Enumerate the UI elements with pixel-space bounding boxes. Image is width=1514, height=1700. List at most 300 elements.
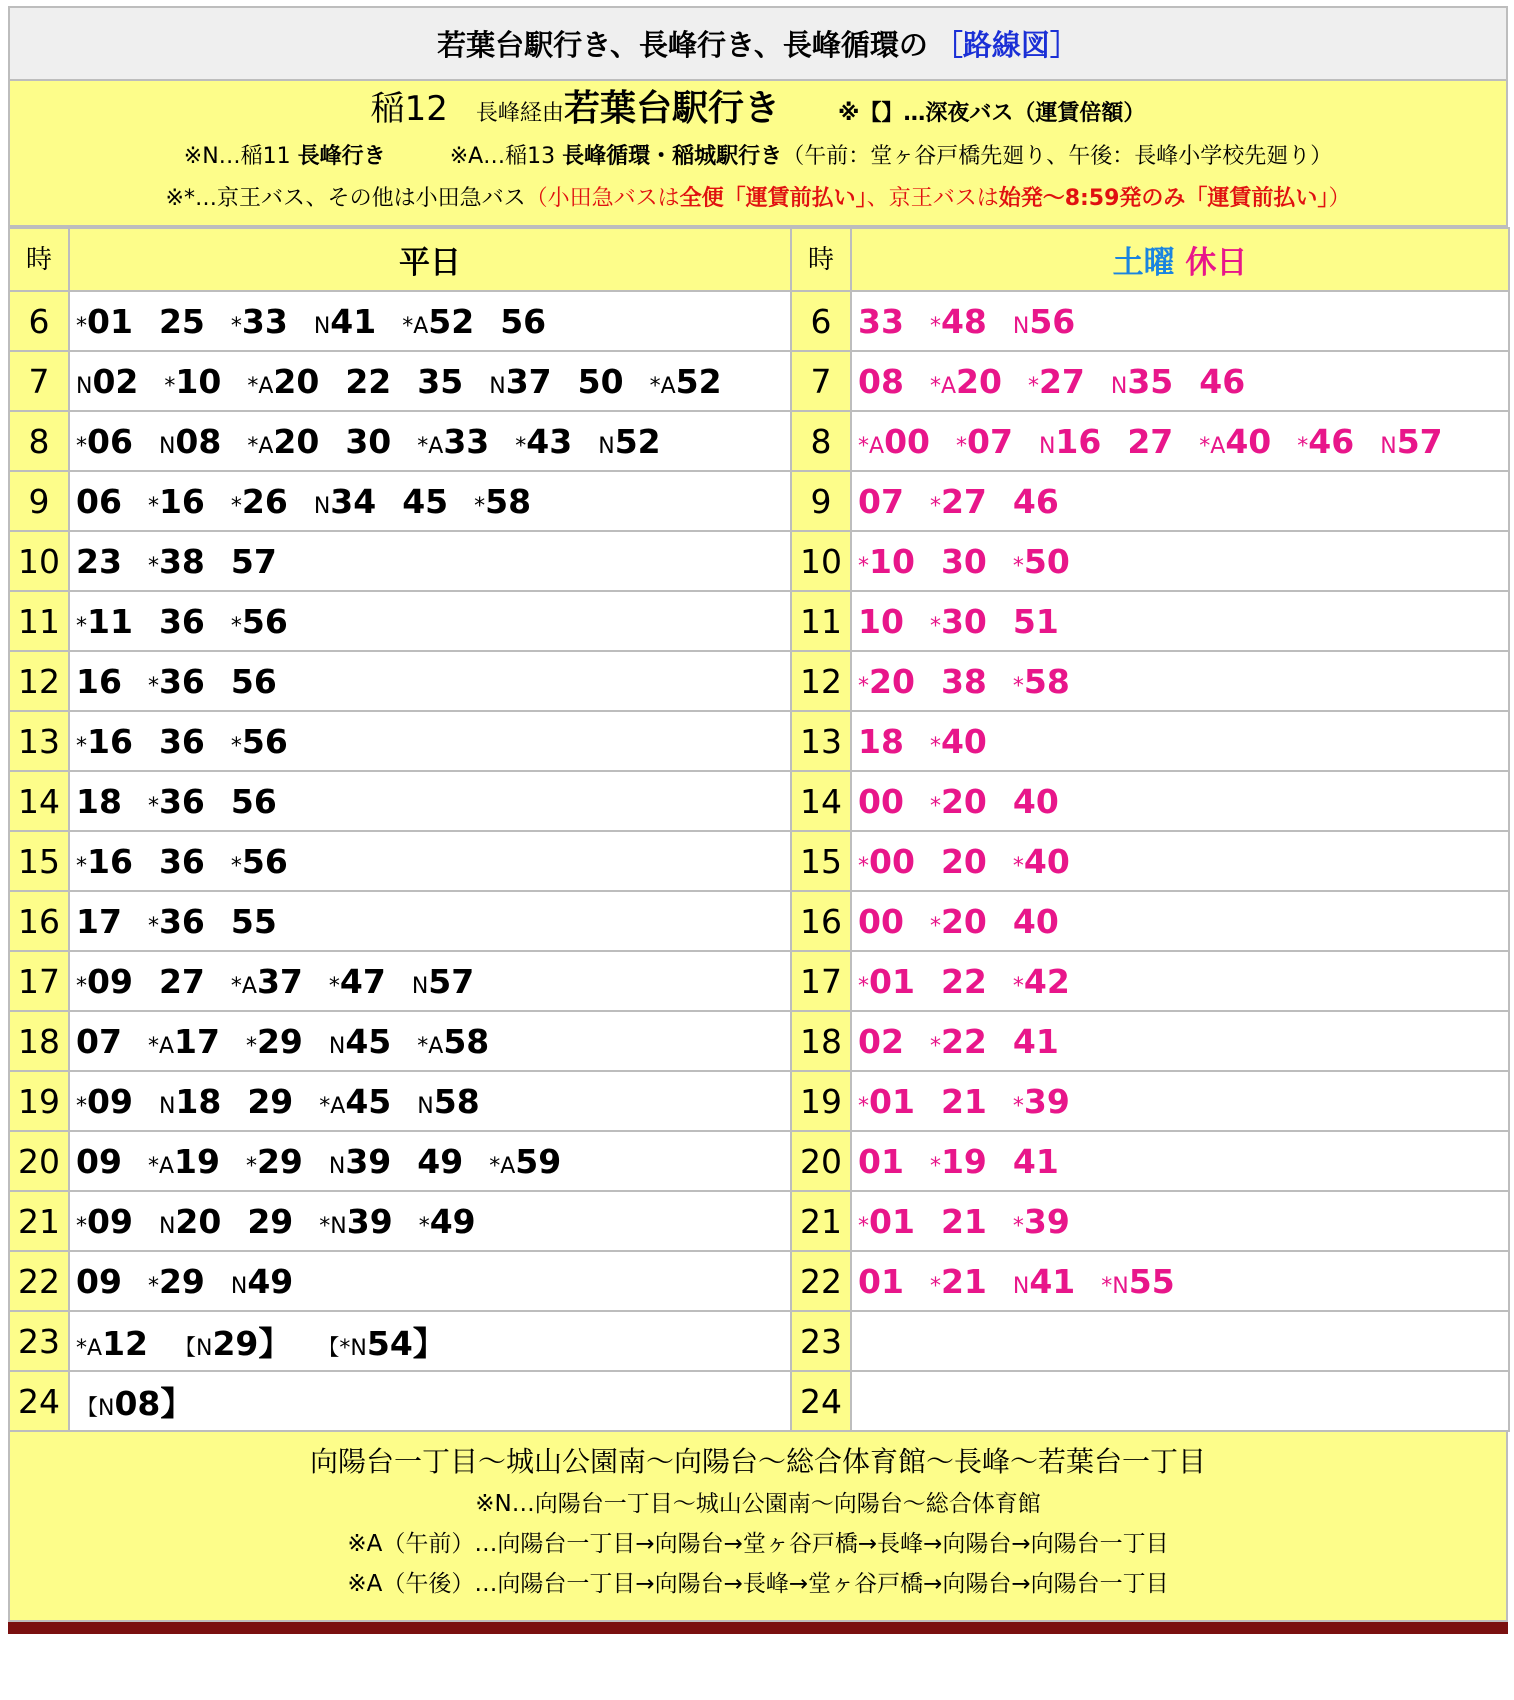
table-row [9, 651, 1509, 711]
departure-minute: 48 [940, 301, 987, 341]
departure-prefix: *A [230, 973, 257, 999]
departure-time [930, 362, 1002, 401]
departure-prefix: * [418, 1213, 430, 1239]
departure-prefix: *A [417, 1033, 444, 1059]
departure-time [76, 1202, 133, 1241]
departure-prefix: * [76, 613, 87, 639]
departure-time [1039, 422, 1101, 461]
departure-time [159, 962, 205, 1001]
weekend-departures [851, 831, 1509, 891]
weekday-departures [69, 411, 791, 471]
departure-prefix: N [1012, 1273, 1030, 1299]
departure-minute: 36 [158, 781, 205, 821]
departure-minute: 41 [330, 301, 377, 341]
departure-prefix: * [147, 553, 159, 579]
departure-time [329, 962, 386, 1001]
departure-time [159, 302, 205, 341]
route-via: 長峰経由 [475, 101, 564, 126]
weekend-departures [851, 711, 1509, 771]
departure-prefix: *A [489, 1153, 516, 1179]
departure-minute: 08】 [114, 1383, 194, 1423]
weekend-departures [851, 591, 1509, 651]
departure-time [247, 422, 319, 461]
weekday-departures [69, 531, 791, 591]
timetable-header [9, 228, 1509, 291]
departure-time [858, 602, 904, 641]
route-main-stops: 向陽台一丁目〜城山公園南〜向陽台〜総合体育館〜長峰〜若葉台一丁目 [309, 1445, 1206, 1478]
departure-prefix: * [1012, 1213, 1024, 1239]
route-a-am-stops: ※A（午前）…向陽台一丁目→向陽台→堂ヶ谷戸橋→長峰→向陽台→向陽台一丁目 [347, 1531, 1169, 1557]
departure-time [1013, 542, 1070, 581]
departure-time [1127, 422, 1173, 461]
departure-prefix: *A [147, 1033, 174, 1059]
departure-minute: 09 [87, 961, 133, 1001]
a-note-dest: 長峰循環・稲城駅行き [562, 144, 783, 169]
departure-time [650, 362, 722, 401]
weekday-departures [69, 351, 791, 411]
departure-minute: 43 [526, 421, 573, 461]
departure-time [231, 602, 288, 641]
departure-minute: 58 [1023, 661, 1070, 701]
departure-time [164, 362, 221, 401]
departure-prefix: * [230, 493, 242, 519]
weekday-departures [69, 771, 791, 831]
hour-cell: 15 [791, 831, 851, 891]
departure-time [930, 902, 987, 941]
hour-cell: 7 [791, 351, 851, 411]
departure-prefix: *A [247, 373, 274, 399]
departure-time [1013, 482, 1059, 521]
departure-time [159, 722, 205, 761]
departure-minute: 19 [174, 1141, 220, 1181]
departure-prefix: * [474, 493, 486, 519]
departure-minute: 40 [1012, 781, 1059, 821]
departure-time [930, 1142, 987, 1181]
weekday-departures [69, 951, 791, 1011]
departure-minute: 07 [76, 1021, 122, 1061]
departure-prefix: N [158, 1213, 176, 1239]
departure-minute: 40 [1225, 421, 1272, 461]
a-note-detail: （午前：堂ヶ谷戸橋先廻り、午後：長峰小学校先廻り） [782, 144, 1333, 169]
departure-minute: 49 [417, 1141, 464, 1181]
departure-minute: 16 [87, 841, 133, 881]
departure-minute: 56 [241, 721, 288, 761]
hour-header: 時 [9, 228, 69, 291]
departure-minute: 30 [940, 541, 987, 581]
departure-prefix: * [1012, 973, 1024, 999]
departure-prefix: *A [402, 313, 429, 339]
departure-time [417, 362, 463, 401]
departure-minute: 01 [858, 1261, 904, 1301]
departure-minute: 56 [230, 781, 277, 821]
departure-time [1013, 1082, 1070, 1121]
departure-minute: 21 [940, 1201, 987, 1241]
departure-time [941, 1082, 987, 1121]
departure-time [1013, 782, 1059, 821]
departure-prefix: 【N [174, 1335, 213, 1361]
departure-minute: 39 [1023, 1201, 1070, 1241]
departure-minute: 56 [241, 601, 288, 641]
departure-prefix: *A [417, 433, 444, 459]
hour-cell: 8 [9, 411, 69, 471]
departure-minute: 45 [345, 1081, 392, 1121]
hour-cell: 18 [9, 1011, 69, 1071]
hour-cell: 6 [791, 291, 851, 351]
night-bus-note: ※【】…深夜バス（運賃倍額） [837, 101, 1146, 126]
departure-time [329, 1142, 391, 1181]
departure-prefix: * [1012, 553, 1024, 579]
departure-prefix: * [164, 373, 176, 399]
departure-minute: 59 [515, 1141, 562, 1181]
departure-minute: 45 [402, 481, 449, 521]
departure-time [247, 1082, 293, 1121]
departure-minute: 46 [1199, 361, 1246, 401]
departure-prefix: * [230, 853, 242, 879]
departure-time [1013, 902, 1059, 941]
departure-minute: 01 [869, 1081, 915, 1121]
departure-time [246, 1142, 303, 1181]
departure-prefix: * [1297, 433, 1309, 459]
weekend-departures [851, 471, 1509, 531]
departure-minute: 58 [433, 1081, 480, 1121]
departure-time [159, 422, 221, 461]
departure-prefix: *A [649, 373, 676, 399]
keio-note: ※*…京王バス、その他は小田急バス [165, 186, 526, 211]
departure-time [858, 362, 904, 401]
departure-prefix: * [76, 733, 87, 759]
departure-prefix: * [230, 613, 242, 639]
departure-time [76, 1378, 193, 1425]
departure-minute: 16 [158, 481, 205, 521]
departure-minute: 22 [940, 1021, 987, 1061]
weekend-departures [851, 1011, 1509, 1071]
departure-prefix: * [515, 433, 527, 459]
departure-time [148, 902, 205, 941]
table-row [9, 831, 1509, 891]
departure-minute: 30 [940, 601, 987, 641]
departure-time [419, 1202, 476, 1241]
departure-time [858, 782, 904, 821]
hour-cell: 13 [791, 711, 851, 771]
departure-minute: 38 [158, 541, 205, 581]
hour-cell: 22 [9, 1251, 69, 1311]
departure-minute: 37 [505, 361, 552, 401]
departure-time [247, 1202, 293, 1241]
table-row [9, 711, 1509, 771]
departure-time [930, 1022, 987, 1061]
departure-time [1013, 1142, 1059, 1181]
hour-cell: 18 [791, 1011, 851, 1071]
hour-cell: 20 [9, 1131, 69, 1191]
departure-minute: 11 [87, 601, 133, 641]
departure-time [148, 662, 205, 701]
hour-cell: 21 [791, 1191, 851, 1251]
departure-time [489, 362, 551, 401]
departure-minute: 33 [858, 301, 904, 341]
departure-time [858, 542, 915, 581]
departure-time [858, 1082, 915, 1121]
departure-minute: 51 [1012, 601, 1059, 641]
departure-minute: 18 [175, 1081, 222, 1121]
departure-time [148, 1022, 220, 1061]
departure-minute: 26 [241, 481, 288, 521]
departure-prefix: * [76, 973, 87, 999]
hour-cell: 23 [791, 1311, 851, 1371]
departure-time [148, 1262, 205, 1301]
departure-time [858, 1022, 904, 1061]
table-row [9, 471, 1509, 531]
departure-time [76, 722, 133, 761]
departure-minute: 00 [858, 901, 904, 941]
departure-minute: 27 [940, 481, 987, 521]
fare-note-2: 、京王バスは [866, 186, 999, 211]
weekday-departures [69, 1071, 791, 1131]
departure-minute: 36 [158, 661, 205, 701]
weekend-departures [851, 1191, 1509, 1251]
departure-time [858, 1262, 904, 1301]
hour-cell: 11 [791, 591, 851, 651]
hour-cell: 19 [9, 1071, 69, 1131]
departure-time [159, 1082, 221, 1121]
departure-minute: 18 [76, 781, 122, 821]
table-row [9, 1191, 1509, 1251]
departure-time [1013, 662, 1070, 701]
departure-minute: 41 [1012, 1021, 1059, 1061]
departure-minute: 57 [230, 541, 277, 581]
timetable [8, 227, 1510, 1432]
table-row [9, 1311, 1509, 1371]
departure-time [1101, 1262, 1174, 1301]
departure-minute: 41 [1029, 1261, 1076, 1301]
weekday-departures [69, 591, 791, 651]
departure-minute: 18 [858, 721, 904, 761]
departure-minute: 07 [967, 421, 1013, 461]
departure-prefix: * [1012, 673, 1024, 699]
departure-minute: 39 [345, 1141, 392, 1181]
departure-prefix: N [1012, 313, 1030, 339]
departure-time [76, 422, 133, 461]
departure-time [930, 722, 987, 761]
weekday-departures [69, 1191, 791, 1251]
departure-minute: 20 [869, 661, 915, 701]
departure-minute: 25 [158, 301, 205, 341]
weekday-header: 平日 [69, 228, 791, 291]
departure-time [76, 842, 133, 881]
table-row [9, 291, 1509, 351]
hour-cell: 24 [791, 1371, 851, 1431]
departure-time [1199, 422, 1271, 461]
table-row [9, 591, 1509, 651]
departure-time [930, 1262, 987, 1301]
departure-time [231, 482, 288, 521]
departure-minute: 52 [675, 361, 722, 401]
table-row [9, 1251, 1509, 1311]
departure-minute: 10 [869, 541, 915, 581]
departure-minute: 46 [1012, 481, 1059, 521]
departure-time [231, 842, 288, 881]
departure-minute: 37 [256, 961, 303, 1001]
route-destination: 若葉台駅行き [563, 88, 780, 129]
saturday-label: 土曜 [1112, 245, 1175, 281]
departure-minute: 49 [429, 1201, 476, 1241]
departure-prefix: * [858, 853, 869, 879]
departure-prefix: 【N [76, 1395, 115, 1421]
departure-prefix: * [929, 493, 941, 519]
departure-time [1013, 602, 1059, 641]
departure-minute: 20 [175, 1201, 222, 1241]
departure-minute: 27 [158, 961, 205, 1001]
departure-minute: 39 [1023, 1081, 1070, 1121]
departure-prefix: N [417, 1093, 434, 1119]
hour-cell: 20 [791, 1131, 851, 1191]
departure-time [858, 662, 915, 701]
departure-minute: 09 [87, 1081, 133, 1121]
departure-minute: 06 [76, 481, 122, 521]
departure-minute: 08 [858, 361, 904, 401]
departure-prefix: N [598, 433, 615, 459]
n-note: ※N…稲11 [183, 144, 298, 169]
departure-minute: 56 [1029, 301, 1076, 341]
hour-cell: 14 [791, 771, 851, 831]
departure-minute: 42 [1023, 961, 1070, 1001]
departure-minute: 10 [858, 601, 904, 641]
weekday-departures [69, 1251, 791, 1311]
table-row [9, 951, 1509, 1011]
departure-prefix: * [245, 1153, 257, 1179]
departure-time [930, 302, 987, 341]
table-row [9, 1371, 1509, 1431]
departure-time [941, 962, 987, 1001]
departure-minute: 00 [884, 421, 930, 461]
departure-prefix: * [1027, 373, 1039, 399]
departure-minute: 23 [76, 541, 122, 581]
departure-minute: 02 [858, 1021, 904, 1061]
departure-minute: 21 [940, 1081, 987, 1121]
departure-prefix: * [245, 1033, 257, 1059]
departure-time [941, 662, 987, 701]
departure-time [76, 1022, 122, 1061]
departure-time [417, 1022, 489, 1061]
departure-time [76, 962, 133, 1001]
departure-time [500, 302, 546, 341]
weekend-departures [851, 291, 1509, 351]
fare-note-1: （小田急バスは [525, 186, 680, 211]
weekend-departures [851, 411, 1509, 471]
departure-prefix: * [147, 673, 159, 699]
departure-time [1013, 302, 1075, 341]
hour-cell: 22 [791, 1251, 851, 1311]
departure-time [1111, 362, 1173, 401]
departure-minute: 16 [76, 661, 122, 701]
departure-time [1380, 422, 1442, 461]
departure-minute: 46 [1308, 421, 1355, 461]
departure-time [148, 782, 205, 821]
departure-prefix: * [929, 793, 941, 819]
a-note: ※A…稲13 [449, 144, 563, 169]
weekend-departures [851, 351, 1509, 411]
departure-time [231, 782, 277, 821]
departure-minute: 58 [485, 481, 532, 521]
departure-time [317, 1318, 445, 1365]
departure-time [76, 1142, 122, 1181]
departure-time [858, 902, 904, 941]
weekend-departures [851, 1371, 1509, 1431]
departure-time [76, 662, 122, 701]
departure-minute: 58 [443, 1021, 490, 1061]
hour-cell: 9 [9, 471, 69, 531]
departure-prefix: * [76, 1093, 87, 1119]
departure-minute: 55 [230, 901, 277, 941]
departure-time [159, 1202, 221, 1241]
fare-note-odakyu: 全便「運賃前払い」 [679, 186, 867, 211]
departure-prefix: * [147, 493, 159, 519]
departure-minute: 35 [1127, 361, 1174, 401]
departure-minute: 06 [87, 421, 133, 461]
route-a-pm-stops: ※A（午後）…向陽台一丁目→向陽台→長峰→堂ヶ谷戸橋→向陽台→向陽台一丁目 [347, 1571, 1169, 1597]
departure-prefix: N [411, 973, 429, 999]
departure-time [858, 1202, 915, 1241]
n-note-dest: 長峰行き [297, 144, 386, 169]
route-map-header [8, 6, 1508, 81]
weekday-departures [69, 291, 791, 351]
weekday-departures [69, 891, 791, 951]
departure-minute: 33 [241, 301, 288, 341]
departure-time [319, 1202, 392, 1241]
departure-minute: 57 [428, 961, 475, 1001]
departure-prefix: *A [319, 1093, 346, 1119]
departure-prefix: * [858, 673, 869, 699]
departure-minute: 52 [614, 421, 661, 461]
departure-minute: 20 [940, 781, 987, 821]
departure-minute: 47 [339, 961, 386, 1001]
departure-prefix: *N [319, 1213, 347, 1239]
weekday-departures [69, 831, 791, 891]
table-row [9, 1011, 1509, 1071]
departure-prefix: N [313, 493, 331, 519]
departure-prefix: N [1110, 373, 1128, 399]
departure-time [1013, 1202, 1070, 1241]
fare-note-3: ） [1328, 186, 1351, 211]
departure-minute: 01 [869, 961, 915, 1001]
departure-time [956, 422, 1013, 461]
hour-cell: 16 [791, 891, 851, 951]
table-row [9, 411, 1509, 471]
departure-prefix: * [858, 1213, 869, 1239]
departure-minute: 00 [858, 781, 904, 821]
departure-time [76, 482, 122, 521]
departure-time [76, 902, 122, 941]
departure-prefix: * [858, 973, 869, 999]
departure-minute: 36 [158, 841, 205, 881]
departure-prefix: *A [1199, 433, 1226, 459]
route-map-link[interactable]: ［路線図］ [933, 28, 1079, 62]
hour-cell: 19 [791, 1071, 851, 1131]
departure-minute: 49 [247, 1261, 294, 1301]
weekday-departures [69, 1311, 791, 1371]
departure-time [1013, 1262, 1075, 1301]
departure-time [858, 482, 904, 521]
departure-time [246, 1022, 303, 1061]
departure-prefix: * [328, 973, 340, 999]
weekend-departures [851, 1071, 1509, 1131]
table-row [9, 1071, 1509, 1131]
departure-prefix: * [929, 1033, 941, 1059]
departure-minute: 20 [940, 841, 987, 881]
departure-minute: 00 [869, 841, 915, 881]
departure-time [930, 482, 987, 521]
departure-minute: 08 [175, 421, 222, 461]
hour-header: 時 [791, 228, 851, 291]
